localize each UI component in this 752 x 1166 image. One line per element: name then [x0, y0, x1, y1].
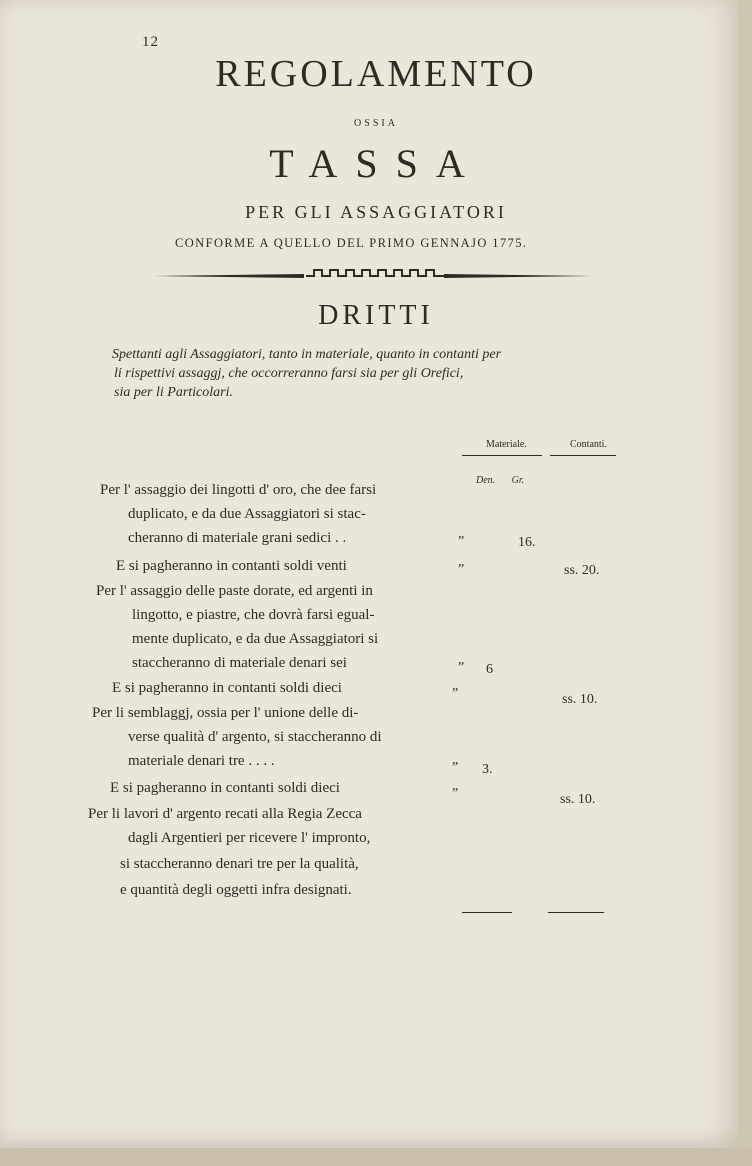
- materiale-value: 16.: [518, 535, 536, 550]
- entry-line: E si pagheranno in contanti soldi dieci: [112, 680, 342, 696]
- materiale-value: 6: [486, 662, 493, 677]
- page-number: 12: [142, 34, 159, 50]
- section-heading: DRITTI: [318, 300, 434, 331]
- entry-line: E si pagheranno in contanti soldi dieci: [110, 780, 340, 796]
- entry-line: E si pagheranno in contanti soldi venti: [116, 558, 347, 574]
- ditto-mark: ”: [458, 660, 465, 675]
- entry-line: e quantità degli oggetti infra designati.: [120, 882, 352, 898]
- ditto-mark: ”: [458, 534, 465, 549]
- entry-line: duplicato, e da due Assaggiatori si stac-: [128, 506, 366, 522]
- entry-line: materiale denari tre . . . .: [128, 753, 275, 769]
- materiale-value: 3.: [482, 762, 493, 777]
- entry-line: Per l' assaggio dei lingotti d' oro, che dee farsi: [100, 482, 377, 498]
- conforme-line: CONFORME A QUELLO DEL PRIMO GENNAJO 1775.: [175, 236, 528, 250]
- entry-line: dagli Argentieri per ricevere l' impronto,: [128, 830, 371, 846]
- contanti-value: ss. 10.: [562, 692, 598, 707]
- contanti-value: ss. 10.: [560, 792, 596, 807]
- column-subheader: Den. Gr.: [476, 475, 525, 486]
- ditto-mark: ”: [452, 786, 459, 801]
- entry-line: mente duplicato, e da due Assaggiatori si: [132, 631, 379, 647]
- ossia-label: OSSIA: [354, 118, 398, 129]
- entry-line: cheranno di materiale grani sedici . .: [128, 530, 347, 546]
- ditto-mark: ”: [452, 760, 459, 775]
- page-edge-bottom: [0, 1148, 752, 1166]
- entry-line: verse qualità d' argento, si staccheranno di: [128, 729, 382, 745]
- column-header-contanti: Contanti.: [570, 439, 607, 450]
- intro-line: Spettanti agli Assaggiatori, tanto in materiale, quanto in contanti per: [112, 347, 502, 362]
- column-rule: [548, 912, 604, 913]
- page-title: REGOLAMENTO: [215, 53, 537, 95]
- subtitle: PER GLI ASSAGGIATORI: [245, 202, 507, 222]
- intro-line: li rispettivi assaggj, che occorreranno farsi sia per gli Orefici,: [114, 366, 464, 381]
- ditto-mark: ”: [458, 562, 465, 577]
- entry-line: Per li semblaggj, ossia per l' unione delle di-: [92, 705, 359, 721]
- entry-line: staccheranno di materiale denari sei: [132, 655, 347, 671]
- column-rule: [462, 455, 542, 456]
- entry-line: lingotto, e piastre, che dovrà farsi egual-: [132, 607, 375, 623]
- entry-line: si staccheranno denari tre per la qualità,: [120, 856, 359, 872]
- column-header-materiale: Materiale.: [486, 439, 527, 450]
- intro-line: sia per li Particolari.: [114, 385, 233, 400]
- ditto-mark: ”: [452, 686, 459, 701]
- contanti-value: ss. 20.: [564, 563, 600, 578]
- entry-line: Per l' assaggio delle paste dorate, ed argenti in: [96, 583, 373, 599]
- intro-paragraph: [112, 345, 637, 402]
- ornament-rule: [154, 266, 594, 286]
- tassa-heading: TASSA: [269, 141, 483, 186]
- column-rule: [550, 455, 616, 456]
- entry-line: Per li lavori d' argento recati alla Regia Zecca: [88, 806, 362, 822]
- column-rule: [462, 912, 512, 913]
